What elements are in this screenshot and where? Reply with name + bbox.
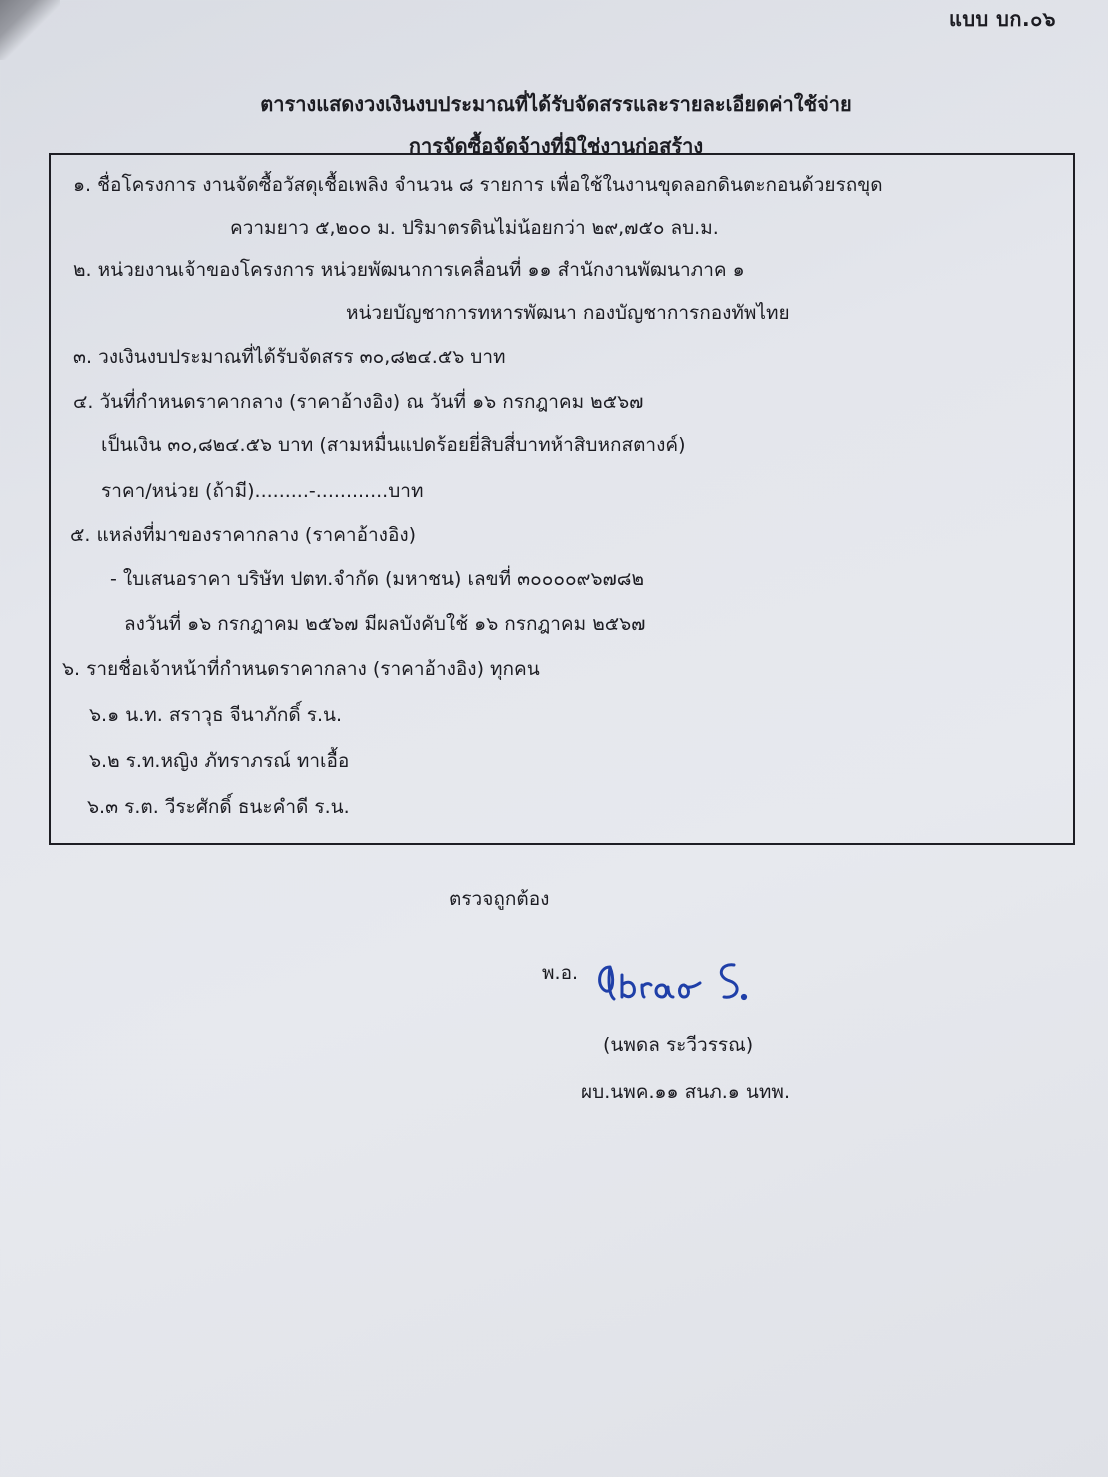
item-6-officials-heading: ๖. รายชื่อเจ้าหน้าที่กำหนดราคากลาง (ราคาอ้างอิง) ทุกคน [62, 658, 540, 680]
item-4-reference-date: ๔. วันที่กำหนดราคากลาง (ราคาอ้างอิง) ณ วันที่ ๑๖ กรกฎาคม ๒๕๖๗ [73, 391, 644, 413]
item-5-quotation: - ใบเสนอราคา บริษัท ปตท.จำกัด (มหาชน) เลขที่ ๓๐๐๐๐๙๖๗๘๒ [110, 568, 644, 590]
item-5-quotation-dates: ลงวันที่ ๑๖ กรกฎาคม ๒๕๖๗ มีผลบังคับใช้ ๑๖ กรกฎาคม ๒๕๖๗ [124, 613, 646, 635]
form-code: แบบ บก.๐๖ [948, 7, 1056, 31]
verified-label: ตรวจถูกต้อง [449, 888, 550, 910]
signer-rank: พ.อ. [542, 962, 579, 984]
signer-position: ผบ.นพค.๑๑ สนภ.๑ นทพ. [581, 1081, 790, 1103]
document-title-line-2: การจัดซื้อจัดจ้างที่มิใช่งานก่อสร้าง [408, 134, 704, 158]
page-corner-shadow [0, 0, 60, 60]
official-list-item: ๖.๑ น.ท. สราวุธ จีนาภักดิ์ ร.น. [89, 704, 343, 726]
item-1-project-name: ๑. ชื่อโครงการ งานจัดซื้อวัสดุเชื้อเพลิง จำนวน ๘ รายการ เพื่อใช้ในงานขุดลอกดินตะกอนด้วยรถขุด [73, 174, 883, 196]
item-4-reference-amount: เป็นเงิน ๓๐,๘๒๔.๕๖ บาท (สามหมื่นแปดร้อยยี่สิบสี่บาทห้าสิบหกสตางค์) [101, 434, 686, 456]
handwritten-signature [592, 955, 762, 1015]
item-1-project-scope: ความยาว ๕,๒๐๐ ม. ปริมาตรดินไม่น้อยกว่า ๒๙,๗๕๐ ลบ.ม. [230, 217, 719, 239]
document-title-line-1: ตารางแสดงวงเงินงบประมาณที่ได้รับจัดสรรและรายละเอียดค่าใช้จ่าย [260, 92, 852, 116]
official-list-item: ๖.๒ ร.ท.หญิง ภัทราภรณ์ ทาเอื้อ [89, 750, 350, 772]
signer-name: (นพดล ระวีวรรณ) [603, 1034, 754, 1056]
item-3-budget: ๓. วงเงินงบประมาณที่ได้รับจัดสรร ๓๐,๘๒๔.๕๖ บาท [73, 346, 506, 368]
item-5-price-source-heading: ๕. แหล่งที่มาของราคากลาง (ราคาอ้างอิง) [70, 524, 417, 546]
item-2-owner-parent-unit: หน่วยบัญชาการทหารพัฒนา กองบัญชาการกองทัพไทย [346, 302, 790, 324]
item-2-owner-unit: ๒. หน่วยงานเจ้าของโครงการ หน่วยพัฒนาการเคลื่อนที่ ๑๑ สำนักงานพัฒนาภาค ๑ [73, 259, 745, 281]
official-list-item: ๖.๓ ร.ต. วีระศักดิ์ ธนะคำดี ร.น. [87, 796, 350, 818]
item-4-unit-price: ราคา/หน่วย (ถ้ามี).........-............บาท [101, 480, 424, 502]
